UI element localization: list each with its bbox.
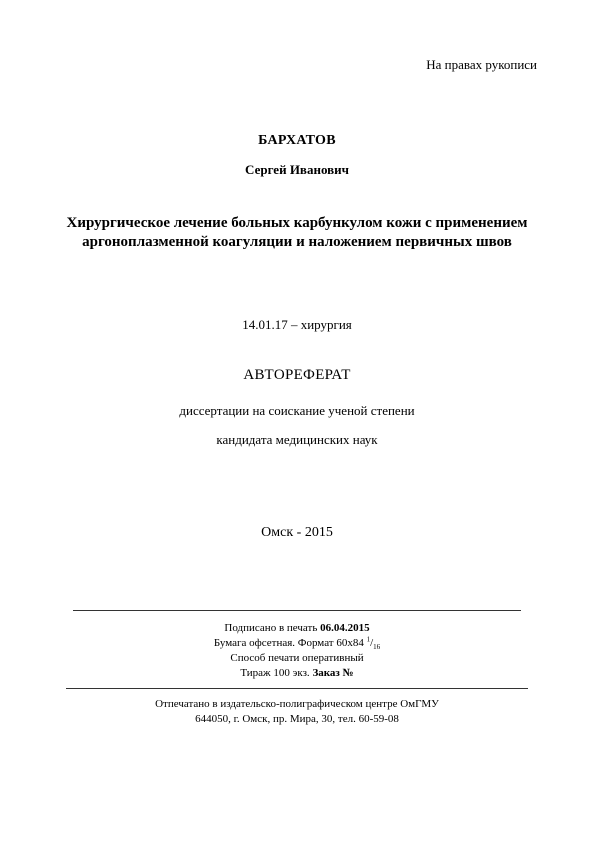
imprint-bottom-divider xyxy=(66,688,528,689)
rights-notice: На правах рукописи xyxy=(426,57,537,72)
author-surname: БАРХАТОВ xyxy=(258,133,336,148)
signed-date: 06.04.2015 xyxy=(320,622,370,634)
order-number-label: Заказ № xyxy=(312,667,354,679)
document-type: АВТОРЕФЕРАТ xyxy=(243,367,351,383)
imprint-print-method: Способ печати оперативный xyxy=(230,652,364,664)
thesis-title: Хирургическое лечение больных карбункулом кожи с применением аргоноплазменной коагуляции и наложением первичных швов xyxy=(66,215,528,250)
degree-line-2: кандидата медицинских наук xyxy=(216,432,378,447)
format-fraction-numerator: 1 xyxy=(366,635,371,644)
publisher-address: 644050, г. Омск, пр. Мира, 30, тел. 60-59-08 xyxy=(195,713,399,725)
publisher-name: Отпечатано в издательско-полиграфическом центре ОмГМУ xyxy=(155,698,439,710)
run-size: Тираж 100 экз. xyxy=(240,667,310,679)
imprint-signed-line xyxy=(0,621,594,636)
degree-line-1: диссертации на соискание ученой степени xyxy=(179,403,415,418)
paper-format-label: Бумага офсетная. Формат 60x84 xyxy=(213,637,364,649)
imprint-top-divider xyxy=(73,610,521,611)
signed-label: Подписано в печать xyxy=(224,622,318,634)
specialty-code: 14.01.17 – хирургия xyxy=(242,317,352,332)
imprint-run-line xyxy=(0,666,594,681)
imprint-paper-line: Бумага офсетная. Формат 60x84 $^1/_{16}$ xyxy=(213,635,381,652)
author-given-names: Сергей Иванович xyxy=(245,162,349,177)
format-fraction-denominator: 16 xyxy=(373,643,381,652)
place-year: Омск - 2015 xyxy=(261,525,333,540)
